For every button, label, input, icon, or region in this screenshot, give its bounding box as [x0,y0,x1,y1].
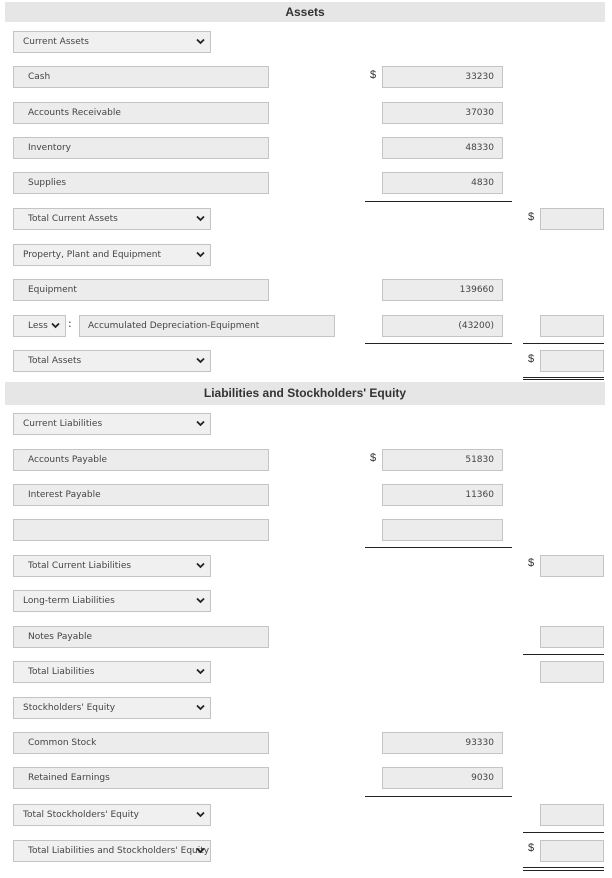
common-stock-label-field[interactable]: Common Stock [13,732,269,754]
ppe-select[interactable] [13,244,211,266]
dollar-sign: $ [528,353,535,365]
chevron-down-icon [196,704,205,711]
total-liabilities-select[interactable] [13,661,211,683]
assets-header: Assets [5,2,605,22]
chevron-down-icon [196,38,205,45]
chevron-down-icon [196,847,205,854]
double-underline [523,870,604,871]
select-label: Current Assets [23,37,89,47]
long-term-liabilities-select[interactable] [13,590,211,612]
select-label: Total Current Liabilities [28,561,132,571]
select-label: Total Liabilities and Stockholders' Equity [28,846,210,856]
accounts-payable-label-field[interactable]: Accounts Payable [13,449,269,471]
equipment-amount-field[interactable]: 139660 [382,279,503,301]
interest-payable-amount-field[interactable]: 11360 [382,484,503,506]
less-select[interactable] [13,315,66,337]
chevron-down-icon [196,420,205,427]
liabilities-equity-header: Liabilities and Stockholders' Equity [5,382,605,405]
chevron-down-icon [51,322,60,329]
inventory-label-field[interactable]: Inventory [13,137,269,159]
accounts-payable-amount-field[interactable]: 51830 [382,449,503,471]
notes-payable-label-field[interactable]: Notes Payable [13,626,269,648]
common-stock-amount-field[interactable]: 93330 [382,732,503,754]
chevron-down-icon [196,215,205,222]
total-current-assets-select[interactable] [13,208,211,230]
subtotal-rule [523,832,604,833]
inventory-amount-field[interactable]: 48330 [382,137,503,159]
select-label: Less [28,321,48,331]
supplies-label-field[interactable]: Supplies [13,172,269,194]
select-label: Total Assets [28,356,82,366]
interest-payable-label-field[interactable]: Interest Payable [13,484,269,506]
current-liabilities-select[interactable] [13,413,211,435]
supplies-amount-field[interactable]: 4830 [382,172,503,194]
total-assets-select[interactable] [13,350,211,372]
subtotal-rule [523,343,604,344]
notes-payable-amount-field[interactable] [540,626,604,648]
total-stockholders-equity-select[interactable] [13,804,211,826]
current-assets-select[interactable] [13,31,211,53]
cash-label-field[interactable]: Cash [13,66,269,88]
select-label: Total Liabilities [28,667,95,677]
chevron-down-icon [196,597,205,604]
cash-amount-field[interactable]: 33230 [382,66,503,88]
stockholders-equity-select[interactable] [13,697,211,719]
accounts-receivable-label-field[interactable]: Accounts Receivable [13,102,269,124]
total-current-liabilities-select[interactable] [13,555,211,577]
subtotal-rule [365,796,512,797]
total-current-liabilities-amount-field[interactable] [540,555,604,577]
select-label: Long-term Liabilities [23,596,115,606]
total-current-assets-amount-field[interactable] [540,208,604,230]
retained-earnings-label-field[interactable]: Retained Earnings [13,767,269,789]
dollar-sign: $ [528,557,535,569]
select-label: Property, Plant and Equipment [23,250,161,260]
subtotal-rule [365,201,512,202]
chevron-down-icon [196,357,205,364]
total-stockholders-equity-amount-field[interactable] [540,804,604,826]
dollar-sign: $ [370,69,377,81]
total-liabilities-amount-field[interactable] [540,661,604,683]
select-label: Stockholders' Equity [23,703,116,713]
total-liabilities-equity-select[interactable] [13,840,211,862]
subtotal-rule [365,343,512,344]
total-assets-amount-field[interactable] [540,350,604,372]
blank-amount-field[interactable] [382,519,503,541]
accounts-receivable-amount-field[interactable]: 37030 [382,102,503,124]
subtotal-rule [523,654,604,655]
net-ppe-amount-field[interactable] [540,315,604,337]
double-underline [523,867,604,868]
double-underline [523,379,604,380]
retained-earnings-amount-field[interactable]: 9030 [382,767,503,789]
select-label: Total Stockholders' Equity [23,810,139,820]
total-liabilities-equity-amount-field[interactable] [540,840,604,862]
blank-label-field[interactable] [13,519,269,541]
chevron-down-icon [196,251,205,258]
equipment-label-field[interactable]: Equipment [13,279,269,301]
dollar-sign: $ [528,842,535,854]
accumulated-depreciation-amount-field[interactable]: (43200) [382,315,503,337]
dollar-sign: $ [370,452,377,464]
select-label: Total Current Assets [28,214,118,224]
subtotal-rule [365,547,512,548]
chevron-down-icon [196,811,205,818]
chevron-down-icon [196,562,205,569]
chevron-down-icon [196,668,205,675]
dollar-sign: $ [528,211,535,223]
double-underline [523,377,604,378]
select-label: Current Liabilities [23,419,103,429]
accumulated-depreciation-label-field[interactable]: Accumulated Depreciation-Equipment [79,315,335,337]
colon-separator: : [68,317,72,330]
